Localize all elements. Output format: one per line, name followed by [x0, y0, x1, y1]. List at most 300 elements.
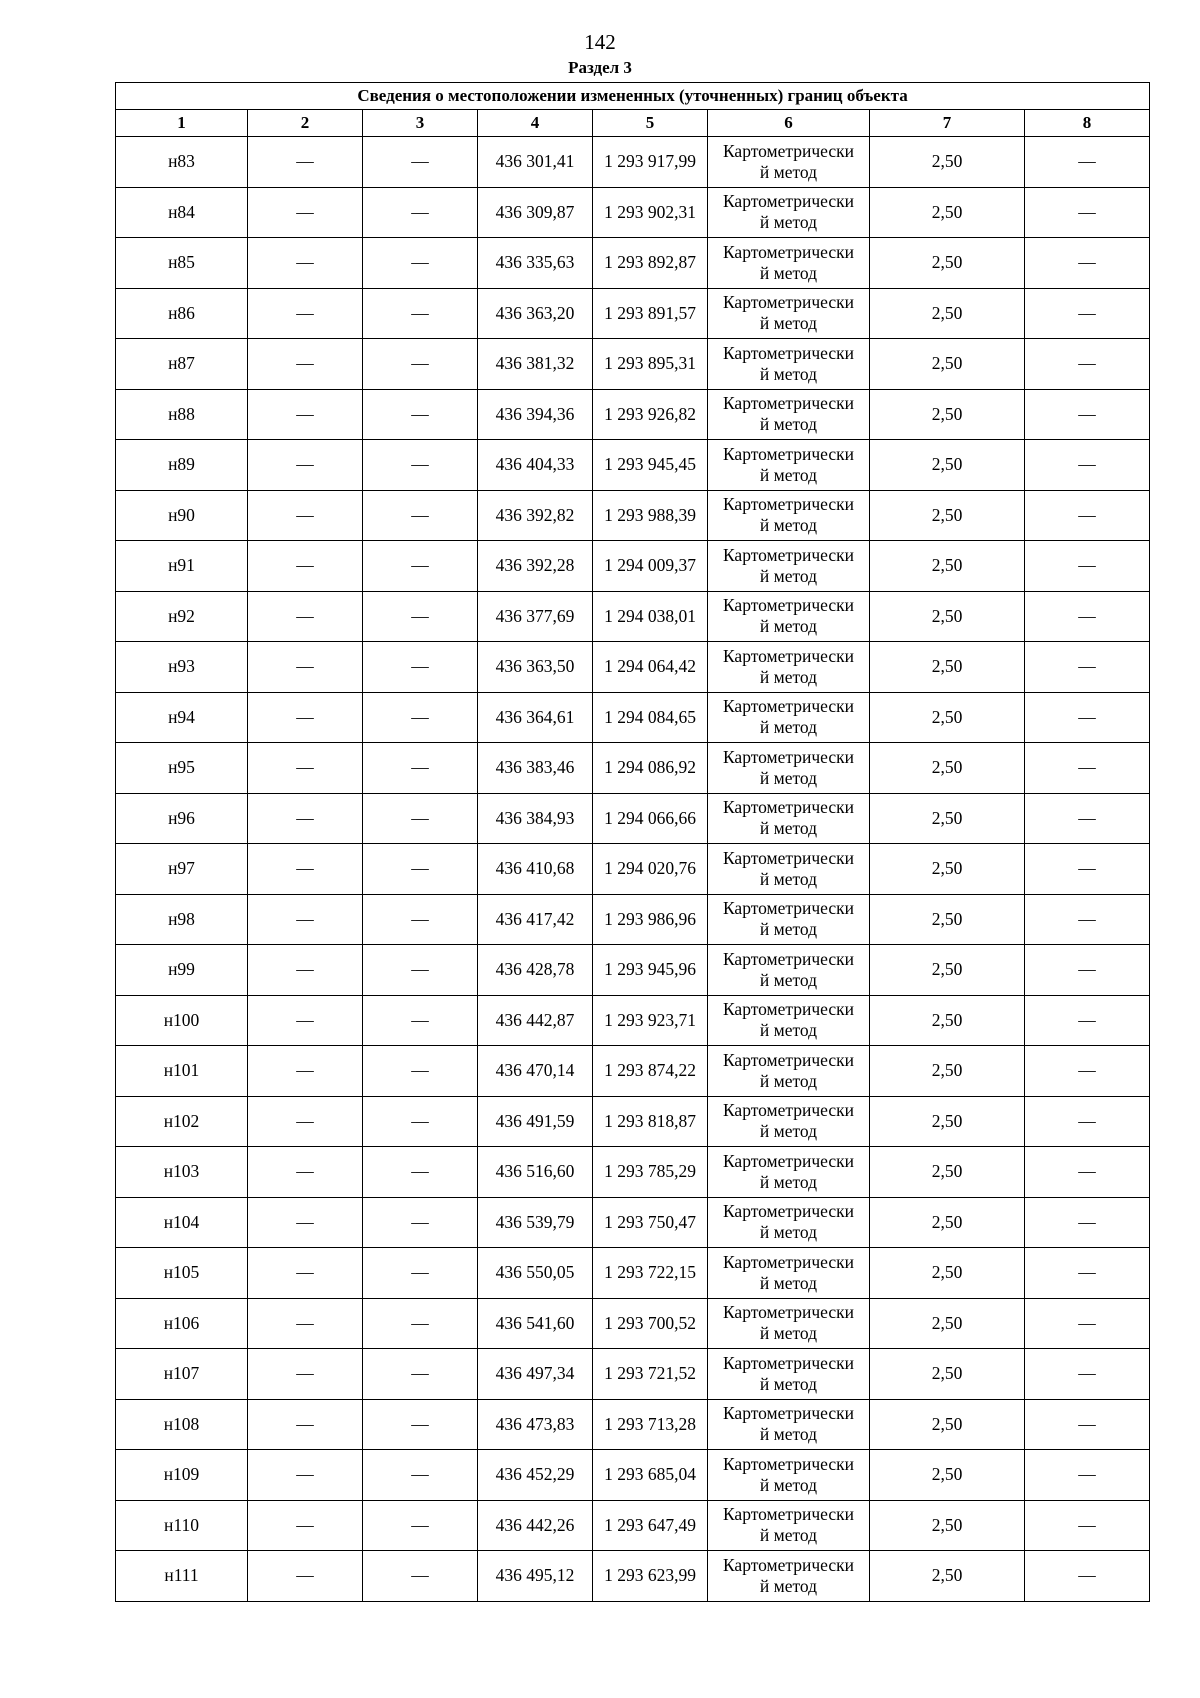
method-line-1: Картометрически — [722, 342, 855, 363]
point-id-cell: н109 — [116, 1450, 248, 1501]
method-line-1: Картометрически — [722, 1403, 855, 1424]
method-cell — [708, 894, 870, 945]
col3-cell: — — [363, 137, 478, 188]
y-coordinate-cell: 1 293 902,31 — [593, 187, 708, 238]
method-line-2: й метод — [759, 161, 818, 182]
y-coordinate-cell: 1 293 923,71 — [593, 995, 708, 1046]
y-coordinate-cell: 1 293 945,96 — [593, 945, 708, 996]
x-coordinate-cell: 436 383,46 — [478, 743, 593, 794]
col2-cell: — — [248, 1248, 363, 1299]
method-line-1: Картометрически — [722, 1150, 855, 1171]
col8-cell: — — [1025, 389, 1150, 440]
point-id-cell: н88 — [116, 389, 248, 440]
x-coordinate-cell: 436 301,41 — [478, 137, 593, 188]
method-line-1: Картометрически — [722, 595, 855, 616]
method-cell — [708, 1147, 870, 1198]
col8-cell: — — [1025, 1197, 1150, 1248]
page-number: 142 — [584, 30, 616, 54]
accuracy-cell: 2,50 — [870, 187, 1025, 238]
method-line-1: Картометрически — [722, 1302, 855, 1323]
coordinates-table — [115, 82, 1150, 1602]
x-coordinate-cell: 436 516,60 — [478, 1147, 593, 1198]
column-header: 2 — [248, 110, 363, 137]
col2-cell: — — [248, 793, 363, 844]
col8-cell: — — [1025, 1046, 1150, 1097]
y-coordinate-cell: 1 293 892,87 — [593, 238, 708, 289]
table-row — [116, 187, 1150, 238]
col2-cell: — — [248, 1147, 363, 1198]
x-coordinate-cell: 436 364,61 — [478, 692, 593, 743]
x-coordinate-cell: 436 539,79 — [478, 1197, 593, 1248]
x-coordinate-cell: 436 363,20 — [478, 288, 593, 339]
col3-cell: — — [363, 995, 478, 1046]
col8-cell: — — [1025, 591, 1150, 642]
x-coordinate-cell: 436 392,28 — [478, 541, 593, 592]
table-row — [116, 591, 1150, 642]
col3-cell: — — [363, 288, 478, 339]
method-cell — [708, 1551, 870, 1602]
y-coordinate-cell: 1 293 722,15 — [593, 1248, 708, 1299]
col2-cell: — — [248, 490, 363, 541]
col3-cell: — — [363, 339, 478, 390]
method-line-2: й метод — [759, 565, 818, 586]
table-row — [116, 1248, 1150, 1299]
table-caption-row — [116, 83, 1150, 110]
col3-cell: — — [363, 793, 478, 844]
method-cell — [708, 541, 870, 592]
point-id-cell: н95 — [116, 743, 248, 794]
method-cell — [708, 945, 870, 996]
method-line-2: й метод — [759, 1121, 818, 1142]
accuracy-cell: 2,50 — [870, 743, 1025, 794]
table-row — [116, 339, 1150, 390]
col8-cell: — — [1025, 1399, 1150, 1450]
point-id-cell: н104 — [116, 1197, 248, 1248]
col8-cell: — — [1025, 945, 1150, 996]
col2-cell: — — [248, 844, 363, 895]
accuracy-cell: 2,50 — [870, 642, 1025, 693]
method-cell — [708, 288, 870, 339]
column-header: 1 — [116, 110, 248, 137]
method-cell — [708, 1096, 870, 1147]
col8-cell: — — [1025, 743, 1150, 794]
col3-cell: — — [363, 844, 478, 895]
method-line-1: Картометрически — [722, 645, 855, 666]
col8-cell: — — [1025, 238, 1150, 289]
accuracy-cell: 2,50 — [870, 1096, 1025, 1147]
table-row — [116, 1399, 1150, 1450]
x-coordinate-cell: 436 363,50 — [478, 642, 593, 693]
col2-cell: — — [248, 541, 363, 592]
x-coordinate-cell: 436 410,68 — [478, 844, 593, 895]
table-row — [116, 440, 1150, 491]
accuracy-cell: 2,50 — [870, 793, 1025, 844]
col3-cell: — — [363, 389, 478, 440]
method-line-1: Картометрически — [722, 696, 855, 717]
column-header: 5 — [593, 110, 708, 137]
point-id-cell: н93 — [116, 642, 248, 693]
x-coordinate-cell: 436 335,63 — [478, 238, 593, 289]
accuracy-cell: 2,50 — [870, 1147, 1025, 1198]
y-coordinate-cell: 1 294 009,37 — [593, 541, 708, 592]
col8-cell: — — [1025, 1349, 1150, 1400]
accuracy-cell: 2,50 — [870, 490, 1025, 541]
method-line-2: й метод — [759, 1323, 818, 1344]
method-cell — [708, 642, 870, 693]
point-id-cell: н103 — [116, 1147, 248, 1198]
method-line-2: й метод — [759, 1575, 818, 1596]
y-coordinate-cell: 1 294 084,65 — [593, 692, 708, 743]
accuracy-cell: 2,50 — [870, 137, 1025, 188]
column-header: 8 — [1025, 110, 1150, 137]
accuracy-cell: 2,50 — [870, 1450, 1025, 1501]
y-coordinate-cell: 1 294 086,92 — [593, 743, 708, 794]
table-row — [116, 1551, 1150, 1602]
col3-cell: — — [363, 1147, 478, 1198]
method-cell — [708, 1450, 870, 1501]
col8-cell: — — [1025, 440, 1150, 491]
col2-cell: — — [248, 642, 363, 693]
accuracy-cell: 2,50 — [870, 945, 1025, 996]
y-coordinate-cell: 1 293 895,31 — [593, 339, 708, 390]
x-coordinate-cell: 436 428,78 — [478, 945, 593, 996]
method-line-1: Картометрически — [722, 241, 855, 262]
col3-cell: — — [363, 1399, 478, 1450]
col2-cell: — — [248, 995, 363, 1046]
table-row — [116, 1500, 1150, 1551]
table-row — [116, 1197, 1150, 1248]
method-cell — [708, 440, 870, 491]
col3-cell: — — [363, 1298, 478, 1349]
method-line-2: й метод — [759, 1373, 818, 1394]
col2-cell: — — [248, 1197, 363, 1248]
col8-cell: — — [1025, 1551, 1150, 1602]
column-header: 7 — [870, 110, 1025, 137]
method-cell — [708, 187, 870, 238]
method-line-2: й метод — [759, 969, 818, 990]
accuracy-cell: 2,50 — [870, 1551, 1025, 1602]
point-id-cell: н83 — [116, 137, 248, 188]
method-line-2: й метод — [759, 1020, 818, 1041]
x-coordinate-cell: 436 309,87 — [478, 187, 593, 238]
table-row — [116, 945, 1150, 996]
point-id-cell: н87 — [116, 339, 248, 390]
x-coordinate-cell: 436 417,42 — [478, 894, 593, 945]
method-cell — [708, 1298, 870, 1349]
accuracy-cell: 2,50 — [870, 238, 1025, 289]
y-coordinate-cell: 1 293 721,52 — [593, 1349, 708, 1400]
col8-cell: — — [1025, 844, 1150, 895]
method-cell — [708, 1197, 870, 1248]
method-cell — [708, 238, 870, 289]
accuracy-cell: 2,50 — [870, 389, 1025, 440]
method-cell — [708, 1248, 870, 1299]
method-line-1: Картометрически — [722, 1049, 855, 1070]
method-line-1: Картометрически — [722, 1504, 855, 1525]
method-cell — [708, 743, 870, 794]
x-coordinate-cell: 436 541,60 — [478, 1298, 593, 1349]
y-coordinate-cell: 1 293 874,22 — [593, 1046, 708, 1097]
table-row — [116, 1450, 1150, 1501]
col2-cell: — — [248, 1046, 363, 1097]
method-line-2: й метод — [759, 717, 818, 738]
col3-cell: — — [363, 440, 478, 491]
method-line-1: Картометрически — [722, 393, 855, 414]
x-coordinate-cell: 436 377,69 — [478, 591, 593, 642]
col8-cell: — — [1025, 490, 1150, 541]
table-body — [116, 137, 1150, 1602]
col2-cell: — — [248, 1096, 363, 1147]
method-line-1: Картометрически — [722, 1201, 855, 1222]
accuracy-cell: 2,50 — [870, 995, 1025, 1046]
method-line-1: Картометрически — [722, 443, 855, 464]
col8-cell: — — [1025, 541, 1150, 592]
column-header: 3 — [363, 110, 478, 137]
method-line-2: й метод — [759, 868, 818, 889]
section-title: Раздел 3 — [568, 58, 632, 77]
method-line-2: й метод — [759, 1222, 818, 1243]
method-line-1: Картометрически — [722, 948, 855, 969]
y-coordinate-cell: 1 293 785,29 — [593, 1147, 708, 1198]
x-coordinate-cell: 436 442,87 — [478, 995, 593, 1046]
col2-cell: — — [248, 339, 363, 390]
col3-cell: — — [363, 1450, 478, 1501]
col8-cell: — — [1025, 995, 1150, 1046]
method-line-2: й метод — [759, 414, 818, 435]
point-id-cell: н84 — [116, 187, 248, 238]
method-cell — [708, 1046, 870, 1097]
col3-cell: — — [363, 591, 478, 642]
method-line-2: й метод — [759, 767, 818, 788]
x-coordinate-cell: 436 491,59 — [478, 1096, 593, 1147]
accuracy-cell: 2,50 — [870, 1197, 1025, 1248]
method-cell — [708, 490, 870, 541]
col2-cell: — — [248, 1551, 363, 1602]
table-row — [116, 692, 1150, 743]
col8-cell: — — [1025, 793, 1150, 844]
col2-cell: — — [248, 288, 363, 339]
col3-cell: — — [363, 642, 478, 693]
col8-cell: — — [1025, 642, 1150, 693]
table-row — [116, 894, 1150, 945]
col8-cell: — — [1025, 1298, 1150, 1349]
table-row — [116, 137, 1150, 188]
col3-cell: — — [363, 1096, 478, 1147]
y-coordinate-cell: 1 293 926,82 — [593, 389, 708, 440]
method-line-2: й метод — [759, 1424, 818, 1445]
y-coordinate-cell: 1 293 945,45 — [593, 440, 708, 491]
method-cell — [708, 1399, 870, 1450]
method-line-2: й метод — [759, 363, 818, 384]
y-coordinate-cell: 1 293 700,52 — [593, 1298, 708, 1349]
method-line-1: Картометрически — [722, 1251, 855, 1272]
x-coordinate-cell: 436 442,26 — [478, 1500, 593, 1551]
accuracy-cell: 2,50 — [870, 1500, 1025, 1551]
col3-cell: — — [363, 692, 478, 743]
y-coordinate-cell: 1 294 064,42 — [593, 642, 708, 693]
method-cell — [708, 1500, 870, 1551]
point-id-cell: н92 — [116, 591, 248, 642]
col8-cell: — — [1025, 339, 1150, 390]
col3-cell: — — [363, 894, 478, 945]
col3-cell: — — [363, 1500, 478, 1551]
col2-cell: — — [248, 1298, 363, 1349]
x-coordinate-cell: 436 394,36 — [478, 389, 593, 440]
method-line-1: Картометрически — [722, 292, 855, 313]
method-line-1: Картометрически — [722, 1453, 855, 1474]
method-line-2: й метод — [759, 262, 818, 283]
x-coordinate-cell: 436 381,32 — [478, 339, 593, 390]
y-coordinate-cell: 1 293 988,39 — [593, 490, 708, 541]
y-coordinate-cell: 1 293 818,87 — [593, 1096, 708, 1147]
table-row — [116, 1349, 1150, 1400]
x-coordinate-cell: 436 550,05 — [478, 1248, 593, 1299]
x-coordinate-cell: 436 473,83 — [478, 1399, 593, 1450]
col8-cell: — — [1025, 1450, 1150, 1501]
method-line-2: й метод — [759, 515, 818, 536]
table-row — [116, 743, 1150, 794]
y-coordinate-cell: 1 293 917,99 — [593, 137, 708, 188]
point-id-cell: н98 — [116, 894, 248, 945]
point-id-cell: н102 — [116, 1096, 248, 1147]
table-row — [116, 238, 1150, 289]
col2-cell: — — [248, 945, 363, 996]
x-coordinate-cell: 436 452,29 — [478, 1450, 593, 1501]
method-cell — [708, 793, 870, 844]
point-id-cell: н86 — [116, 288, 248, 339]
method-cell — [708, 339, 870, 390]
method-cell — [708, 844, 870, 895]
column-header: 6 — [708, 110, 870, 137]
table-row — [116, 389, 1150, 440]
method-cell — [708, 692, 870, 743]
col2-cell: — — [248, 238, 363, 289]
point-id-cell: н100 — [116, 995, 248, 1046]
point-id-cell: н94 — [116, 692, 248, 743]
accuracy-cell: 2,50 — [870, 288, 1025, 339]
y-coordinate-cell: 1 293 986,96 — [593, 894, 708, 945]
x-coordinate-cell: 436 384,93 — [478, 793, 593, 844]
method-line-1: Картометрически — [722, 999, 855, 1020]
method-line-1: Картометрически — [722, 191, 855, 212]
col3-cell: — — [363, 1046, 478, 1097]
method-line-1: Картометрически — [722, 494, 855, 515]
table-row — [116, 1046, 1150, 1097]
col2-cell: — — [248, 743, 363, 794]
col8-cell: — — [1025, 1500, 1150, 1551]
point-id-cell: н106 — [116, 1298, 248, 1349]
col2-cell: — — [248, 389, 363, 440]
y-coordinate-cell: 1 293 623,99 — [593, 1551, 708, 1602]
col3-cell: — — [363, 1349, 478, 1400]
method-line-1: Картометрически — [722, 1100, 855, 1121]
accuracy-cell: 2,50 — [870, 1248, 1025, 1299]
method-line-1: Картометрически — [722, 1352, 855, 1373]
col2-cell: — — [248, 440, 363, 491]
col8-cell: — — [1025, 692, 1150, 743]
method-line-2: й метод — [759, 1070, 818, 1091]
point-id-cell: н96 — [116, 793, 248, 844]
table-row — [116, 793, 1150, 844]
accuracy-cell: 2,50 — [870, 1349, 1025, 1400]
method-line-1: Картометрически — [722, 544, 855, 565]
point-id-cell: н107 — [116, 1349, 248, 1400]
col3-cell: — — [363, 490, 478, 541]
y-coordinate-cell: 1 294 020,76 — [593, 844, 708, 895]
x-coordinate-cell: 436 470,14 — [478, 1046, 593, 1097]
point-id-cell: н89 — [116, 440, 248, 491]
col2-cell: — — [248, 1500, 363, 1551]
col2-cell: — — [248, 1450, 363, 1501]
method-line-2: й метод — [759, 1525, 818, 1546]
table-row — [116, 1298, 1150, 1349]
point-id-cell: н108 — [116, 1399, 248, 1450]
method-line-2: й метод — [759, 1171, 818, 1192]
point-id-cell: н99 — [116, 945, 248, 996]
x-coordinate-cell: 436 404,33 — [478, 440, 593, 491]
accuracy-cell: 2,50 — [870, 440, 1025, 491]
method-line-2: й метод — [759, 818, 818, 839]
col2-cell: — — [248, 1349, 363, 1400]
point-id-cell: н101 — [116, 1046, 248, 1097]
x-coordinate-cell: 436 392,82 — [478, 490, 593, 541]
y-coordinate-cell: 1 293 647,49 — [593, 1500, 708, 1551]
point-id-cell: н97 — [116, 844, 248, 895]
method-cell — [708, 389, 870, 440]
method-cell — [708, 1349, 870, 1400]
col3-cell: — — [363, 238, 478, 289]
col8-cell: — — [1025, 137, 1150, 188]
col2-cell: — — [248, 187, 363, 238]
method-line-2: й метод — [759, 616, 818, 637]
y-coordinate-cell: 1 294 038,01 — [593, 591, 708, 642]
col3-cell: — — [363, 187, 478, 238]
accuracy-cell: 2,50 — [870, 692, 1025, 743]
accuracy-cell: 2,50 — [870, 844, 1025, 895]
x-coordinate-cell: 436 497,34 — [478, 1349, 593, 1400]
col3-cell: — — [363, 743, 478, 794]
table-row — [116, 642, 1150, 693]
table-row — [116, 288, 1150, 339]
point-id-cell: н111 — [116, 1551, 248, 1602]
method-line-1: Картометрически — [722, 140, 855, 161]
point-id-cell: н90 — [116, 490, 248, 541]
table-row — [116, 490, 1150, 541]
table-row — [116, 1147, 1150, 1198]
col3-cell: — — [363, 1197, 478, 1248]
method-cell — [708, 591, 870, 642]
col8-cell: — — [1025, 187, 1150, 238]
table-header-row — [116, 110, 1150, 137]
col2-cell: — — [248, 137, 363, 188]
y-coordinate-cell: 1 294 066,66 — [593, 793, 708, 844]
y-coordinate-cell: 1 293 713,28 — [593, 1399, 708, 1450]
col8-cell: — — [1025, 1248, 1150, 1299]
accuracy-cell: 2,50 — [870, 591, 1025, 642]
col8-cell: — — [1025, 1096, 1150, 1147]
method-line-1: Картометрически — [722, 1554, 855, 1575]
table-row — [116, 541, 1150, 592]
col2-cell: — — [248, 1399, 363, 1450]
method-line-2: й метод — [759, 464, 818, 485]
accuracy-cell: 2,50 — [870, 339, 1025, 390]
method-cell — [708, 995, 870, 1046]
y-coordinate-cell: 1 293 750,47 — [593, 1197, 708, 1248]
col8-cell: — — [1025, 894, 1150, 945]
accuracy-cell: 2,50 — [870, 1046, 1025, 1097]
method-line-1: Картометрически — [722, 898, 855, 919]
accuracy-cell: 2,50 — [870, 1298, 1025, 1349]
